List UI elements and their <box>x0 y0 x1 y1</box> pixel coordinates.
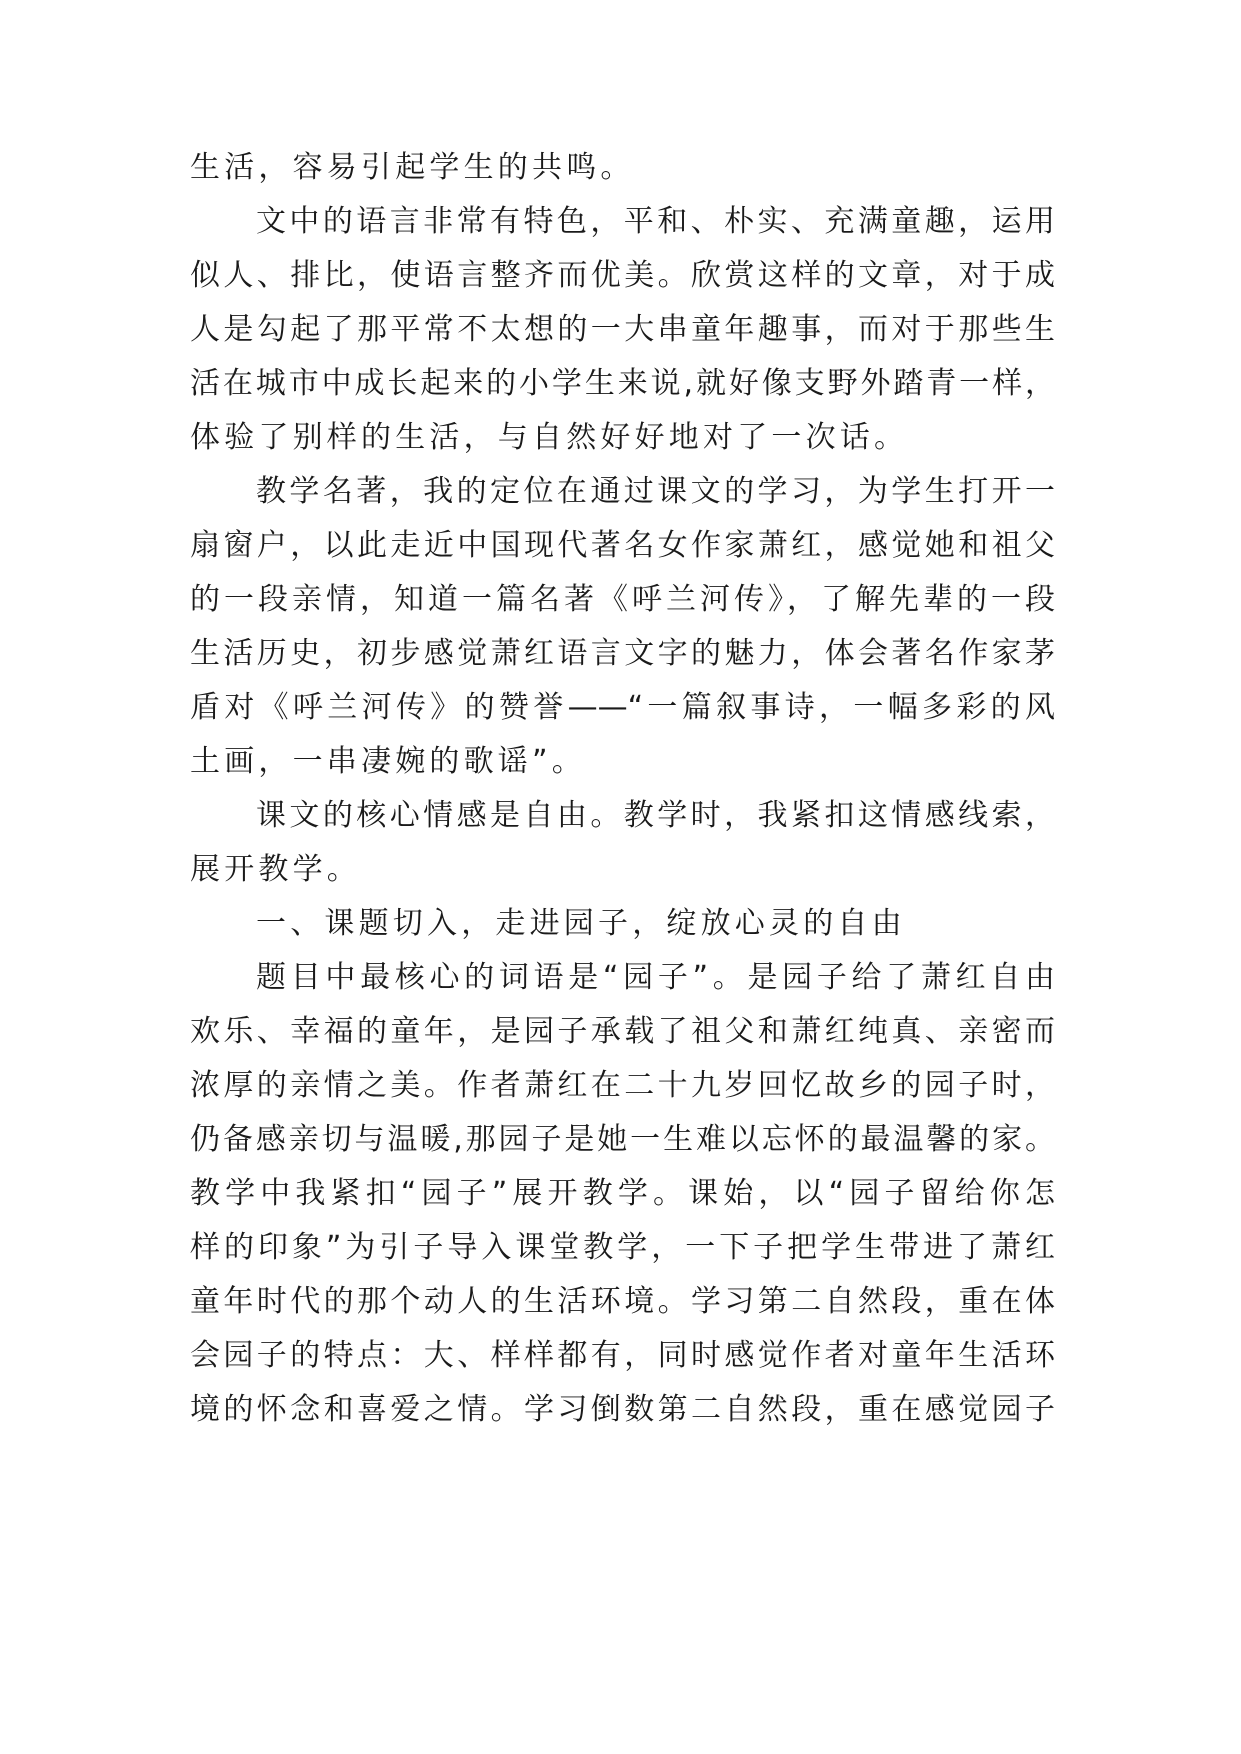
text-line: 人是勾起了那平常不太想的一大串童年趣事，而对于那些生 <box>190 312 1055 347</box>
text-line: 扇窗户，以此走近中国现代著名女作家萧红，感觉她和祖父 <box>190 528 1055 563</box>
text-line: 活在城市中成长起来的小学生来说,就好像支野外踏青一样， <box>190 366 1055 401</box>
text-line: 体验了别样的生活，与自然好好地对了一次话。 <box>190 420 909 455</box>
text-line: 仍备感亲切与温暖,那园子是她一生难以忘怀的最温馨的家。 <box>190 1122 1055 1157</box>
text-line: 文中的语言非常有特色，平和、朴实、充满童趣，运用 <box>256 204 1055 239</box>
text-line: 的一段亲情，知道一篇名著《呼兰河传》，了解先辈的一段 <box>190 582 1055 617</box>
text-line: 教学中我紧扣“园子”展开教学。课始，以“园子留给你怎 <box>190 1176 1055 1211</box>
text-line: 题目中最核心的词语是“园子”。是园子给了萧红自由 <box>256 960 1055 995</box>
text-line: 展开教学。 <box>190 852 361 887</box>
text-line: 童年时代的那个动人的生活环境。学习第二自然段，重在体 <box>190 1284 1055 1319</box>
text-line: 会园子的特点：大、样样都有，同时感觉作者对童年生活环 <box>190 1338 1055 1373</box>
text-line: 欢乐、幸福的童年，是园子承载了祖父和萧红纯真、亲密而 <box>190 1014 1055 1049</box>
text-line: 课文的核心情感是自由。教学时，我紧扣这情感线索， <box>256 798 1055 833</box>
text-line: 盾对《呼兰河传》的赞誉——“一篇叙事诗，一幅多彩的风 <box>190 690 1055 725</box>
section-heading: 一、课题切入，走进园子，绽放心灵的自由 <box>256 906 906 941</box>
text-line: 生活，容易引起学生的共鸣。 <box>190 150 635 185</box>
text-line: 浓厚的亲情之美。作者萧红在二十九岁回忆故乡的园子时， <box>190 1068 1055 1103</box>
text-line: 似人、排比，使语言整齐而优美。欣赏这样的文章，对于成 <box>190 258 1055 293</box>
text-line: 教学名著，我的定位在通过课文的学习，为学生打开一 <box>256 474 1055 509</box>
text-line: 境的怀念和喜爱之情。学习倒数第二自然段，重在感觉园子 <box>190 1392 1055 1427</box>
text-line: 生活历史，初步感觉萧红语言文字的魅力，体会著名作家茅 <box>190 636 1055 671</box>
text-line: 土画，一串凄婉的歌谣”。 <box>190 744 586 779</box>
text-line: 样的印象”为引子导入课堂教学，一下子把学生带进了萧红 <box>190 1230 1055 1265</box>
